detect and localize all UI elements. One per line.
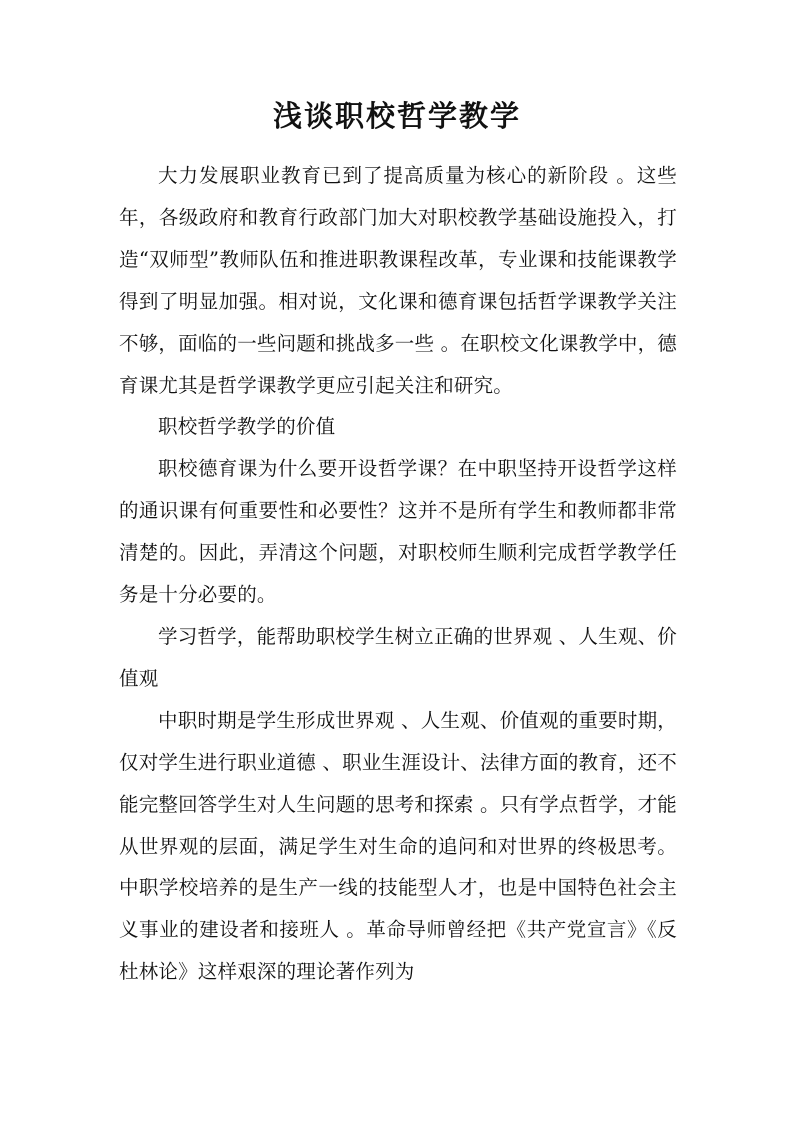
document-body [119, 155, 677, 993]
paragraph-worldview: 中职时期是学生形成世界观 、人生观、价值观的重要时期，仅对学生进行职业道德 、职业生涯设计、法律方面的教育，还不能完整回答学生对人生问题的思考和探索 。只有学点哲学，才能从世界观的层面，满足学生对生命的追问和对世界的终极思考。中职学校培养的是生产一线的技能型人才，也是中国特色社会主义事业的建设者和接班人 。革命导师曾经把《共产党宣言》《反杜林论》这样艰深的理论著作列为 [119, 708, 677, 984]
document-title: 浅谈职校哲学教学 [272, 99, 521, 133]
section-heading: 职校哲学教学的价值 [158, 415, 336, 439]
subsection-heading: 学习哲学，能帮助职校学生树立正确的世界观 、人生观、价值观 [119, 624, 677, 690]
paragraph-why-philosophy: 职校德育课为什么要开设哲学课？在中职坚持开设哲学这样的通识课有何重要性和必要性？这并不是所有学生和教师都非常清楚的。因此，弄清这个问题，对职校师生顺利完成哲学教学任务是十分必要的。 [119, 457, 677, 607]
paragraph-intro: 大力发展职业教育已到了提高质量为核心的新阶段 。这些年，各级政府和教育行政部门加大对职校教学基础设施投入，打造“双师型”教师队伍和推进职教课程改革，专业课和技能课教学得到了明显加强。相对说，文化课和德育课包括哲学课教学关注不够，面临的一些问题和挑战多一些 。在职校文化课教学中，德育课尤其是哲学课教学更应引起关注和研究。 [119, 164, 677, 397]
